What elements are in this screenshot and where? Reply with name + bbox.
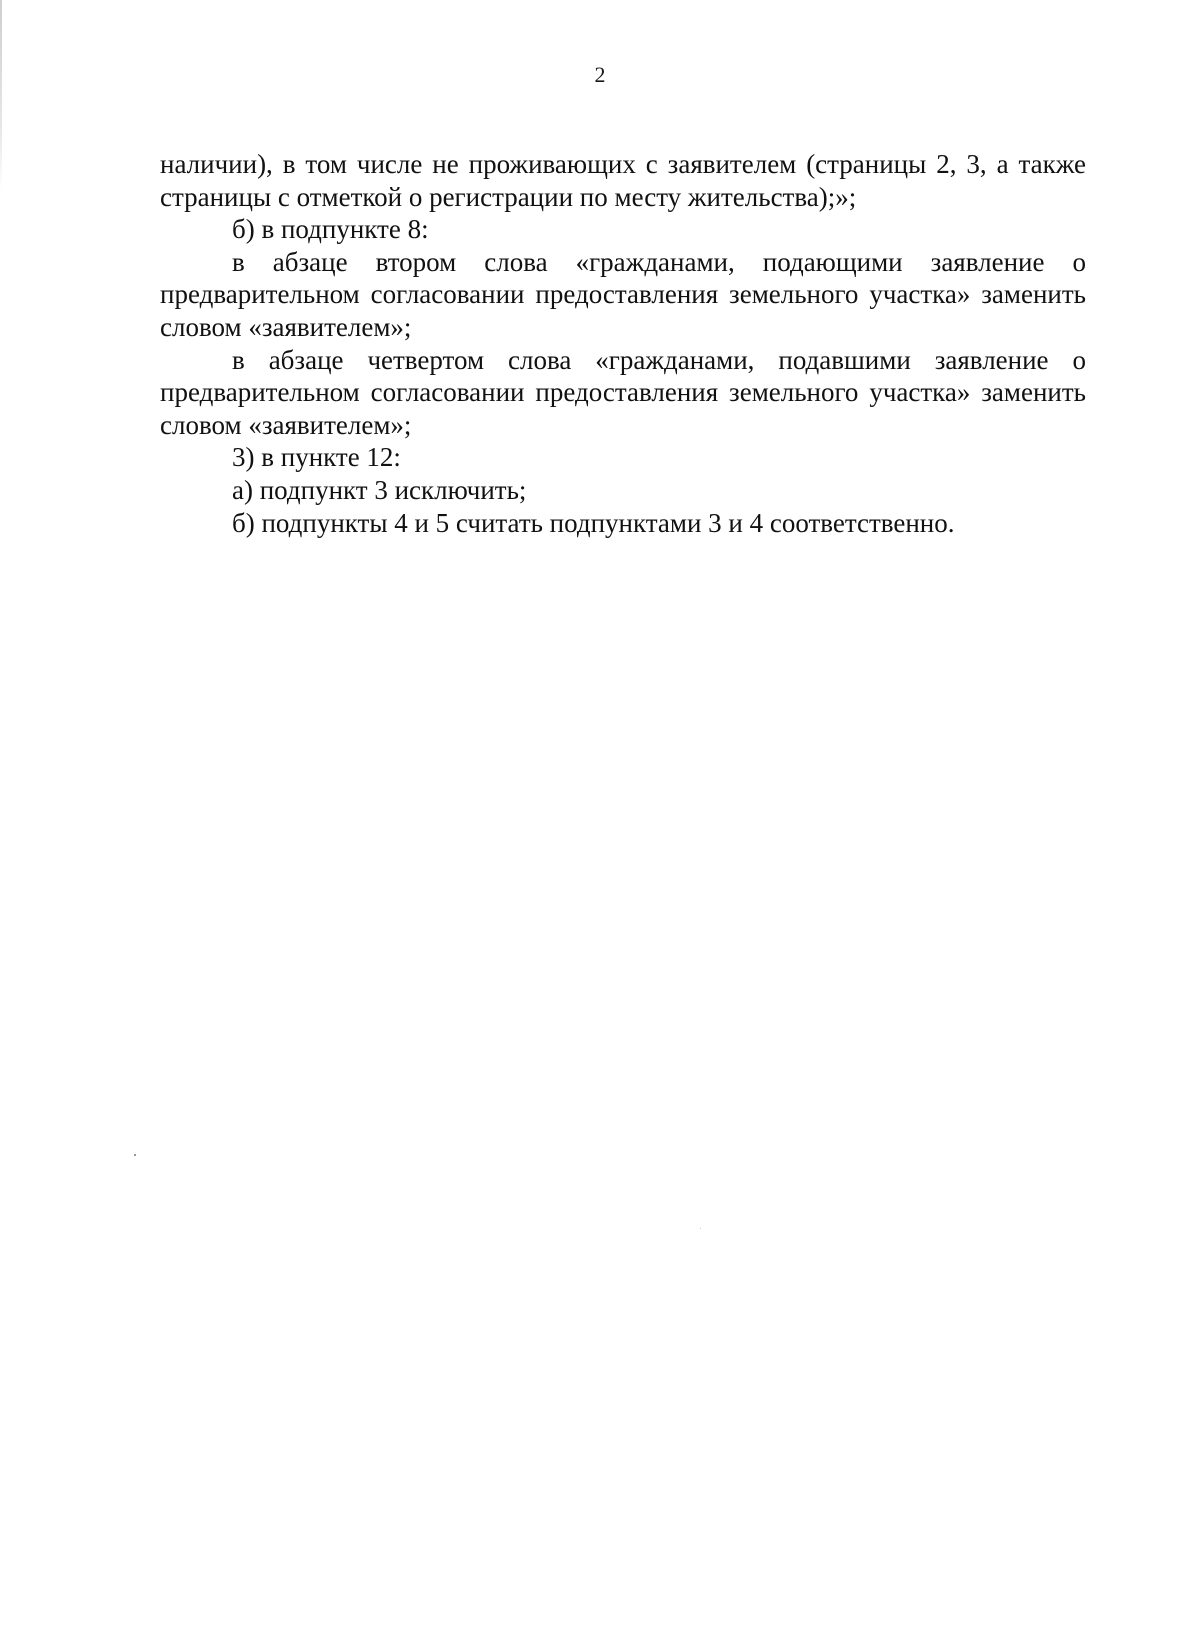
scan-edge-shadow (0, 0, 2, 190)
paragraph-item-3-12: 3) в пункте 12: (232, 442, 401, 473)
paragraph-fourth-abzac: в абзаце четвертом слова «гражданами, подавшими заявление о предварительном согласовании предоставления земельного участка» заменить словом «заявителем»; (160, 344, 1086, 440)
document-body (160, 148, 1086, 539)
paragraph-subitem-b-8: б) в подпункте 8: (232, 214, 429, 245)
paragraph-subitem-b: б) подпункты 4 и 5 считать подпунктами 3 и 4 соответственно. (232, 507, 955, 538)
paragraph-continuation: наличии), в том числе не проживающих с заявителем (страницы 2, 3, а также страницы с отметкой о регистрации по месту жительства);»; (160, 149, 1086, 212)
paragraph-second-abzac: в абзаце втором слова «гражданами, подающими заявление о предварительном согласовании предоставления земельного участка» заменить словом «заявителем»; (160, 246, 1086, 342)
scan-speck (134, 1154, 136, 1156)
page-number: 2 (594, 62, 606, 87)
paragraph-subitem-a: а) подпункт 3 исключить; (232, 474, 527, 505)
scan-speck (700, 1228, 701, 1229)
